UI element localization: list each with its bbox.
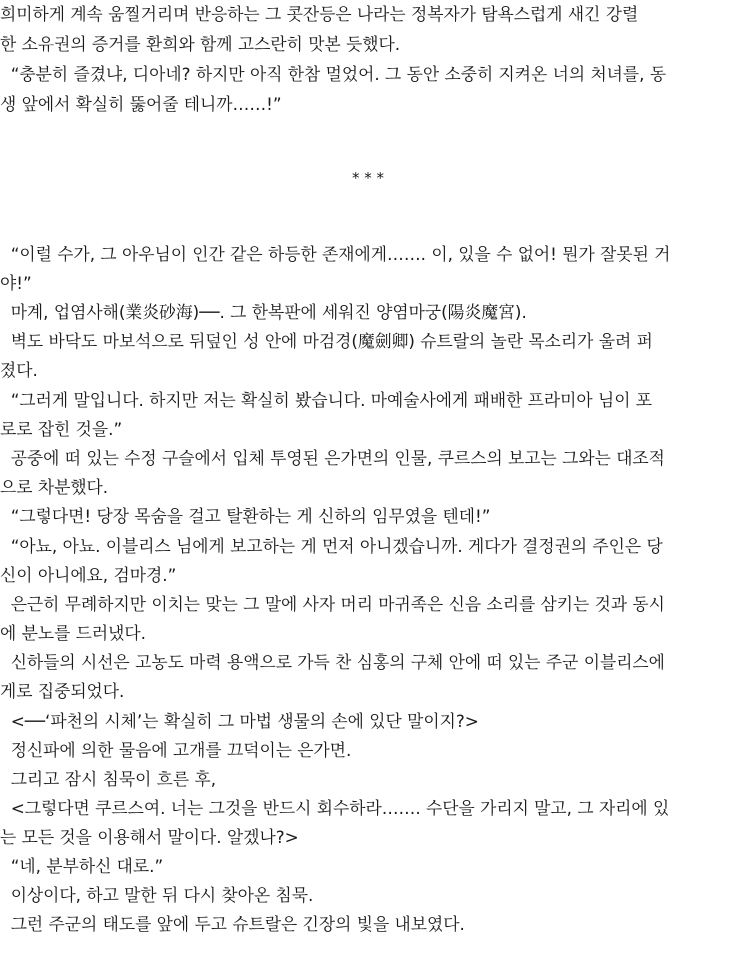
text-line: 으로 차분했다. xyxy=(0,478,109,498)
text-line: “아뇨, 아뇨. 이블리스 님에게 보고하는 게 먼저 아니겠습니까. 게다가 결정권의 주인은 당 xyxy=(0,537,663,557)
text-line: “그러게 말입니다. 하지만 저는 확실히 봤습니다. 마예술사에게 패배한 프라미아 님이 포 xyxy=(0,391,653,411)
text-line: 는 모든 것을 이용해서 말이다. 알겠나?> xyxy=(0,828,299,848)
text-line: <──‘파천의 시체’는 확실히 그 마법 생물의 손에 있단 말이지?> xyxy=(0,712,479,732)
text-line: 에 분노를 드러냈다. xyxy=(0,624,146,644)
text-line: “네, 분부하신 대로.” xyxy=(0,857,164,877)
text-line: 이상이다, 하고 말한 뒤 다시 찾아온 침묵. xyxy=(0,886,314,906)
text-line: 게로 집중되었다. xyxy=(0,682,125,702)
text-line: 공중에 떠 있는 수정 구슬에서 입체 투영된 은가면의 인물, 쿠르스의 보고는 그와는 대조적 xyxy=(0,449,665,469)
text-line: 로로 잡힌 것을.” xyxy=(0,420,123,440)
text-line: “충분히 즐겼냐, 디아네? 하지만 아직 한참 멀었어. 그 동안 소중히 지켜온 너의 처녀를, 동 xyxy=(0,65,667,85)
text-line: “이럴 수가, 그 아우님이 인간 같은 하등한 존재에게……. 이, 있을 수 없어! 뭔가 잘못된 거 xyxy=(0,245,671,265)
text-line: <그렇다면 쿠르스여. 너는 그것을 반드시 회수하라……. 수단을 가리지 말고, 그 자리에 있 xyxy=(0,799,670,819)
text-line: 마계, 업염사해(業炎砂海)──. 그 한복판에 세워진 양염마궁(陽炎魔宮). xyxy=(0,303,527,323)
text-line: 그리고 잠시 침묵이 흐른 후, xyxy=(0,770,217,790)
text-line: 은근히 무례하지만 이치는 맞는 그 말에 사자 머리 마귀족은 신음 소리를 삼키는 것과 동시 xyxy=(0,595,665,615)
text-line: “그렇다면! 당장 목숨을 걸고 탈환하는 게 신하의 임무였을 텐데!” xyxy=(0,507,491,527)
text-line: 희미하게 계속 움찔거리며 반응하는 그 콧잔등은 나라는 정복자가 탐욕스럽게 새긴 강렬 xyxy=(0,5,639,25)
text-line: 정신파에 의한 물음에 고개를 끄덕이는 은가면. xyxy=(0,741,352,761)
text-line: 한 소유권의 증거를 환희와 함께 고스란히 맛본 듯했다. xyxy=(0,35,401,55)
text-line: 신하들의 시선은 고농도 마력 용액으로 가득 찬 심홍의 구체 안에 떠 있는 주군 이블리스에 xyxy=(0,653,665,673)
text-line: 야!” xyxy=(0,274,32,294)
text-line: 신이 아니에요, 검마경.” xyxy=(0,566,177,586)
text-line: 생 앞에서 확실히 뚫어줄 테니까……!” xyxy=(0,95,282,115)
text-line: 졌다. xyxy=(0,361,38,381)
scene-separator: * * * xyxy=(351,169,385,187)
text-line: 벽도 바닥도 마보석으로 뒤덮인 성 안에 마검경(魔劍卿) 슈트랄의 놀란 목소리가 울려 퍼 xyxy=(0,332,653,352)
text-line: 그런 주군의 태도를 앞에 두고 슈트랄은 긴장의 빛을 내보였다. xyxy=(0,915,465,935)
